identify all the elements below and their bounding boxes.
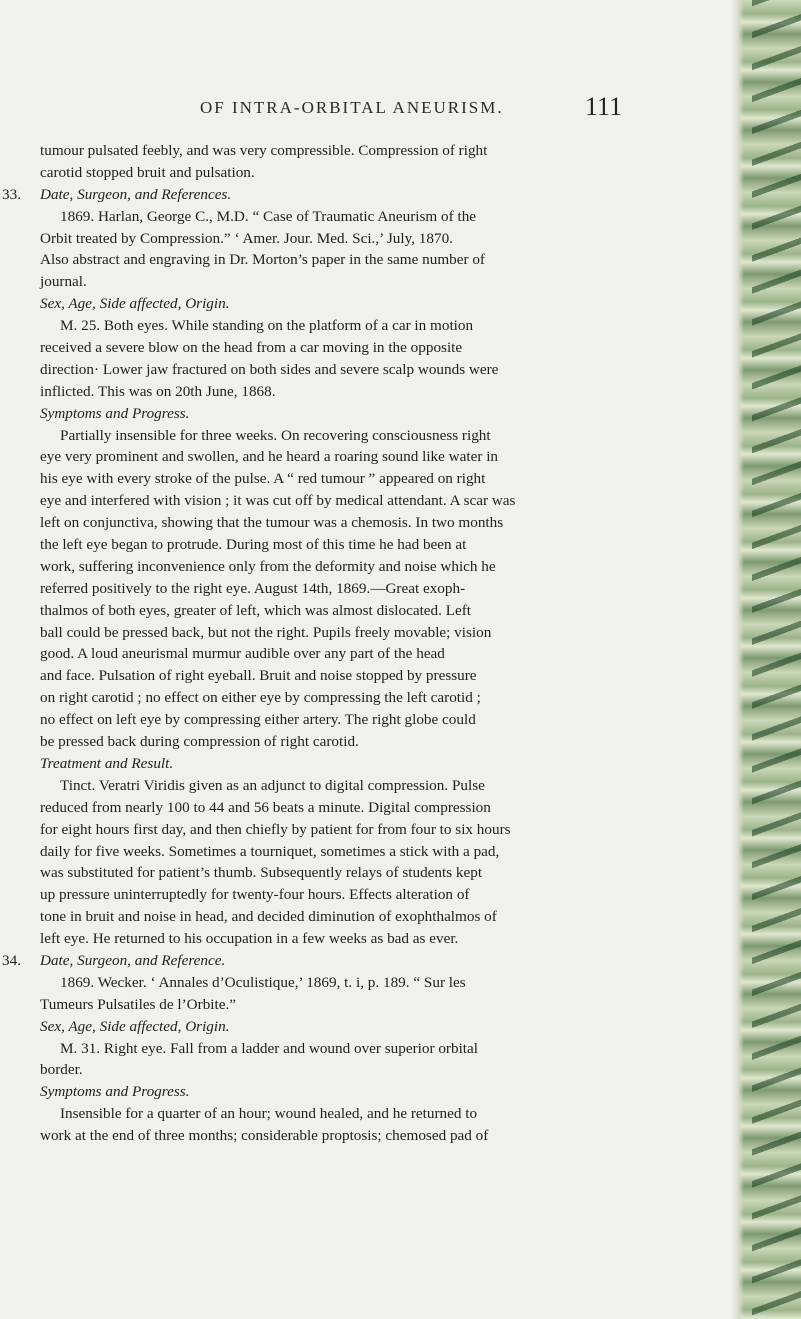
text-line: received a severe blow on the head from a car moving in the opposite	[40, 339, 463, 357]
text-line: journal.	[40, 273, 87, 291]
section-heading: 34. Date, Surgeon, and Reference.	[40, 950, 720, 972]
running-head: OF INTRA-ORBITAL ANEURISM.	[200, 98, 504, 117]
text-line: Orbit treated by Compression.” ‘ Amer. Jour. Med. Sci.,’ July, 1870.	[40, 229, 453, 247]
text-line: Partially insensible for three weeks. On recovering consciousness right	[60, 426, 491, 444]
text-line: Insensible for a quarter of an hour; wound healed, and he returned to	[60, 1105, 478, 1123]
text-line: M. 25. Both eyes. While standing on the platform of a car in motion	[60, 317, 474, 335]
text-line: up pressure uninterruptedly for twenty-four hours. Effects alteration of	[40, 886, 470, 904]
text-line: be pressed back during compression of right carotid.	[40, 733, 359, 751]
text-line: M. 31. Right eye. Fall from a ladder and wound over superior orbital	[60, 1039, 478, 1057]
text-line: good. A loud aneurismal murmur audible over any part of the head	[40, 645, 445, 663]
text-line: eye very prominent and swollen, and he heard a roaring sound like water in	[40, 448, 499, 466]
text-line: ball could be pressed back, but not the right. Pupils freely movable; vision	[40, 623, 492, 641]
text-line: no effect on left eye by compressing either artery. The right globe could	[40, 711, 476, 729]
text-line: left on conjunctiva, showing that the tumour was a chemosis. In two months	[40, 514, 504, 532]
text-line: carotid stopped bruit and pulsation.	[40, 163, 255, 181]
page-number: 111	[585, 92, 623, 121]
section-heading: 33. Date, Surgeon, and References.	[40, 184, 720, 206]
text-line: work at the end of three months; considerable proptosis; chemosed pad of	[40, 1127, 489, 1145]
text-line: work, suffering inconvenience only from the deformity and noise which he	[40, 557, 496, 575]
text-line: referred positively to the right eye. August 14th, 1869.—Great exoph-	[40, 579, 466, 597]
text-line: direction· Lower jaw fractured on both sides and severe scalp wounds were	[40, 360, 499, 378]
case-number: 34.	[2, 951, 21, 969]
section-heading: Treatment and Result.	[40, 754, 174, 772]
text-line: inflicted. This was on 20th June, 1868.	[40, 382, 276, 400]
text-line: 1869. Wecker. ‘ Annales d’Oculistique,’ 1869, t. i, p. 189. “ Sur les	[60, 973, 466, 991]
text-line: for eight hours first day, and then chiefly by patient for from four to six hours	[40, 820, 511, 838]
text-line: border.	[40, 1061, 83, 1079]
section-heading: Sex, Age, Side affected, Origin.	[40, 295, 230, 313]
text-line: reduced from nearly 100 to 44 and 56 beats a minute. Digital compression	[40, 798, 491, 816]
text-line: 1869. Harlan, George C., M.D. “ Case of Traumatic Aneurism of the	[60, 207, 477, 225]
body-text	[2, 140, 720, 1147]
text-line: on right carotid ; no effect on either eye by compressing the left carotid ;	[40, 689, 481, 707]
text-line: Also abstract and engraving in Dr. Morton’s paper in the same number of	[40, 251, 485, 269]
text-line: the left eye began to protrude. During most of this time he had been at	[40, 536, 467, 554]
text-line: Tinct. Veratri Viridis given as an adjunct to digital compression. Pulse	[60, 776, 485, 794]
text-line: his eye with every stroke of the pulse. A “ red tumour ” appeared on right	[40, 470, 486, 488]
case-number: 33.	[2, 185, 21, 203]
text-line: tone in bruit and noise in head, and decided diminution of exophthalmos of	[40, 908, 497, 926]
text-line: eye and interfered with vision ; it was cut off by medical attendant. A scar was	[40, 492, 516, 510]
section-heading: Sex, Age, Side affected, Origin.	[40, 1017, 230, 1035]
section-heading: Symptoms and Progress.	[40, 404, 190, 422]
text-line: Tumeurs Pulsatiles de l’Orbite.”	[40, 995, 237, 1013]
text-line: and face. Pulsation of right eyeball. Bruit and noise stopped by pressure	[40, 667, 477, 685]
page-header	[0, 92, 730, 126]
text-line: was substituted for patient’s thumb. Subsequently relays of students kept	[40, 864, 483, 882]
text-line: tumour pulsated feebly, and was very compressible. Compression of right	[40, 142, 488, 159]
text-line: thalmos of both eyes, greater of left, which was almost dislocated. Left	[40, 601, 472, 619]
book-binding-edge	[730, 0, 801, 1319]
section-heading: Symptoms and Progress.	[40, 1083, 190, 1101]
text-line: left eye. He returned to his occupation in a few weeks as bad as ever.	[40, 930, 459, 948]
text-line: daily for five weeks. Sometimes a tourniquet, sometimes a stick with a pad,	[40, 842, 500, 860]
